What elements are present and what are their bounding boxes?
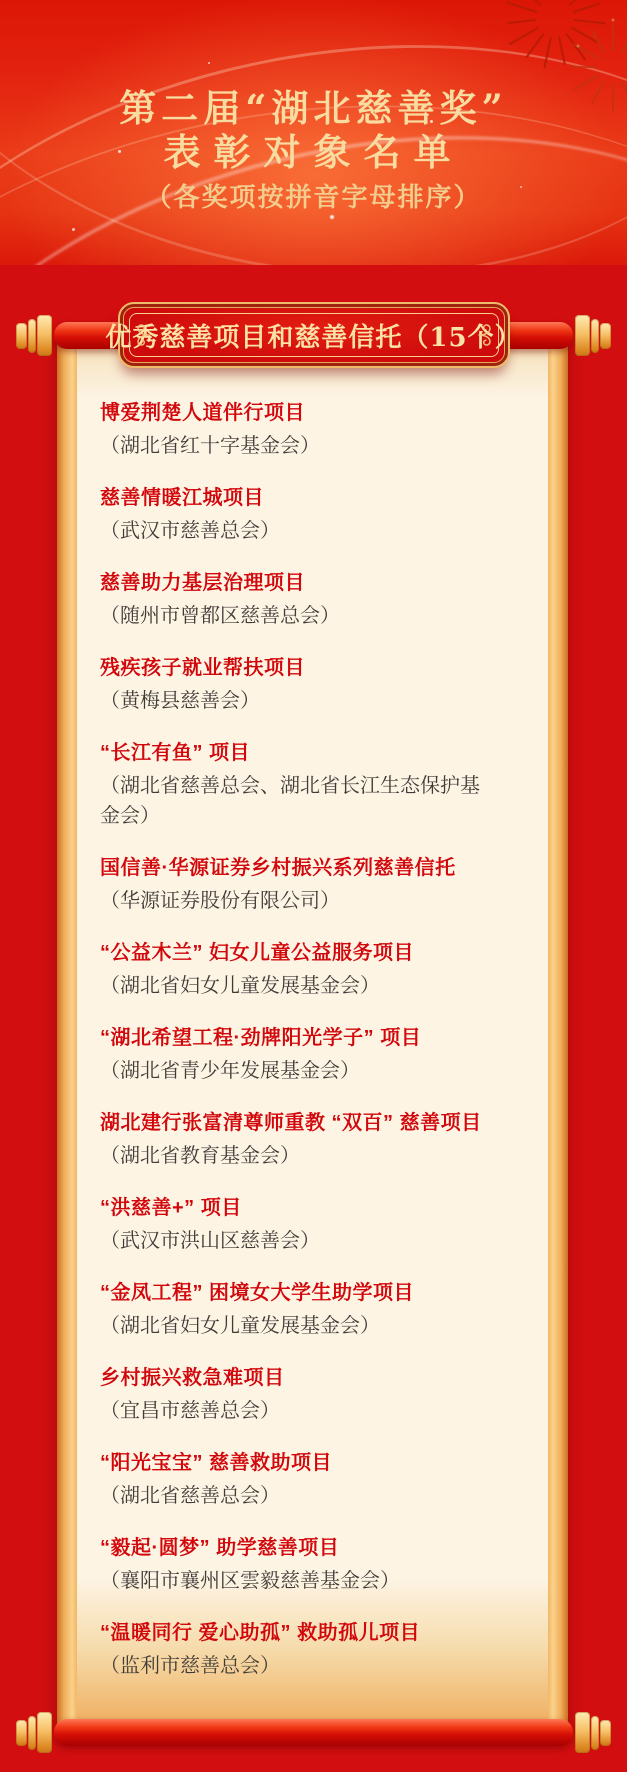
organization-name: （湖北省青少年发展基金会）	[100, 1060, 360, 1082]
award-item	[100, 1023, 486, 1086]
organization-name: （武汉市慈善总会）	[100, 520, 280, 542]
project-name: “金凤工程” 困境女大学生助学项目	[100, 1282, 415, 1304]
scroll-cap-right-bottom	[575, 1712, 611, 1753]
project-name: 国信善·华源证券乡村振兴系列慈善信托	[100, 857, 456, 879]
organization-name: （黄梅县慈善会）	[100, 690, 260, 712]
scroll-rod-bottom	[54, 1719, 573, 1746]
poster-title-line2: 表彰对象名单	[163, 130, 464, 174]
sparkle-dot	[72, 228, 75, 231]
project-name: 湖北建行张富清尊师重教 “双百” 慈善项目	[100, 1112, 482, 1134]
project-name: “湖北希望工程·劲牌阳光学子” 项目	[100, 1027, 422, 1049]
poster-subtitle: （各奖项按拼音字母排序）	[145, 183, 482, 213]
organization-name: （湖北省红十字基金会）	[100, 435, 320, 457]
poster-title-line1: 第二届“湖北慈善奖”	[119, 86, 508, 130]
curl-ornament-icon	[133, 324, 151, 346]
award-item	[100, 853, 486, 916]
organization-name: （湖北省妇女儿童发展基金会）	[100, 975, 380, 997]
project-name: “公益木兰” 妇女儿童公益服务项目	[100, 942, 415, 964]
award-item	[100, 1278, 486, 1341]
organization-name: （湖北省妇女儿童发展基金会）	[100, 1315, 380, 1337]
organization-name: （湖北省教育基金会）	[100, 1145, 300, 1167]
award-item	[100, 938, 486, 1001]
category-badge	[105, 302, 522, 368]
award-item	[100, 1363, 486, 1426]
award-item	[100, 1448, 486, 1511]
project-name: “温暖同行 爱心助孤” 救助孤儿项目	[100, 1622, 421, 1644]
project-name: 慈善情暖江城项目	[100, 487, 264, 509]
award-item	[100, 1108, 486, 1171]
organization-name: （湖北省慈善总会）	[100, 1485, 280, 1507]
award-item	[100, 483, 486, 546]
scroll-cap-left-bottom	[16, 1712, 52, 1753]
award-item	[100, 1618, 486, 1681]
sparkle-dot	[208, 62, 210, 64]
award-item	[100, 568, 486, 631]
organization-name: （随州市曾都区慈善总会）	[100, 605, 340, 627]
scroll-cap-left-top	[16, 315, 52, 356]
project-name: 博爱荆楚人道伴行项目	[100, 402, 305, 424]
project-name: “长江有鱼” 项目	[100, 742, 251, 764]
award-item	[100, 738, 486, 831]
award-list	[100, 398, 486, 1703]
award-item	[100, 398, 486, 461]
project-name: “毅起·圆梦” 助学慈善项目	[100, 1537, 340, 1559]
sparkle-dot	[330, 215, 334, 219]
organization-name: （湖北省慈善总会、湖北省长江生态保护基金会）	[100, 775, 480, 827]
firework-icon	[495, 0, 615, 78]
organization-name: （宜昌市慈善总会）	[100, 1400, 280, 1422]
curl-ornament-icon	[477, 324, 495, 346]
award-item	[100, 1533, 486, 1596]
project-name: 乡村振兴救急难项目	[100, 1367, 285, 1389]
organization-name: （武汉市洪山区慈善会）	[100, 1230, 320, 1252]
project-name: “洪慈善+” 项目	[100, 1197, 242, 1219]
project-name: 慈善助力基层治理项目	[100, 572, 305, 594]
hero-banner	[0, 0, 627, 265]
organization-name: （华源证券股份有限公司）	[100, 890, 340, 912]
organization-name: （襄阳市襄州区雲毅慈善基金会）	[100, 1570, 400, 1592]
project-name: “阳光宝宝” 慈善救助项目	[100, 1452, 333, 1474]
award-item	[100, 653, 486, 716]
scroll-cap-right-top	[575, 315, 611, 356]
project-name: 残疾孩子就业帮扶项目	[100, 657, 305, 679]
organization-name: （监利市慈善总会）	[100, 1655, 280, 1677]
award-item	[100, 1193, 486, 1256]
category-badge-label: 优秀慈善项目和慈善信托（15个）	[105, 322, 522, 353]
